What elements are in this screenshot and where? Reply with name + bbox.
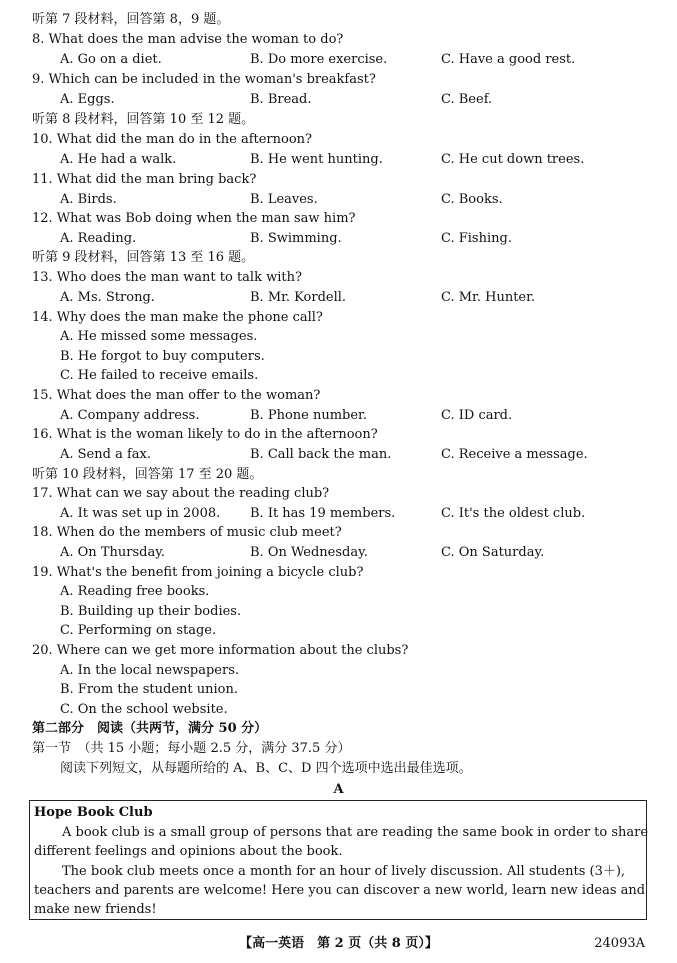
- option-b[interactable]: B. On Wednesday.: [250, 545, 368, 560]
- section-heading: 听第 8 段材料，回答第 10 至 12 题。: [32, 112, 255, 127]
- option-c[interactable]: C. Have a good rest.: [441, 52, 576, 67]
- option-b[interactable]: B. He went hunting.: [250, 152, 383, 167]
- instruction: 阅读下列短文，从每题所给的 A、B、C、D 四个选项中选出最佳选项。: [60, 761, 472, 776]
- option-row: [0, 445, 677, 465]
- option-a[interactable]: A. He missed some messages.: [60, 329, 258, 344]
- passage-box: [29, 800, 647, 920]
- question-stem: 18. When do the members of music club meet?: [32, 525, 342, 540]
- option-b[interactable]: B. Do more exercise.: [250, 52, 388, 67]
- option-a[interactable]: A. Reading free books.: [60, 584, 210, 599]
- passage-title: Hope Book Club: [34, 805, 153, 820]
- question-stem: 20. Where can we get more information about the clubs?: [32, 643, 409, 658]
- question-stem: 11. What did the man bring back?: [32, 172, 257, 187]
- option-c[interactable]: C. It's the oldest club.: [441, 506, 586, 521]
- page-footer: [0, 934, 677, 954]
- question-stem: 10. What did the man do in the afternoon?: [32, 132, 313, 147]
- option-b[interactable]: B. It has 19 members.: [250, 506, 396, 521]
- question-stem: 8. What does the man advise the woman to do?: [32, 32, 344, 47]
- option-row: [0, 190, 677, 210]
- option-a[interactable]: A. Send a fax.: [60, 447, 151, 462]
- passage-letter: A: [333, 782, 344, 797]
- option-b[interactable]: B. Call back the man.: [250, 447, 392, 462]
- option-a[interactable]: A. Ms. Strong.: [60, 290, 155, 305]
- option-row: [0, 504, 677, 524]
- section-heading: 听第 9 段材料，回答第 13 至 16 题。: [32, 250, 255, 265]
- part-title: 第二部分 阅读（共两节，满分 50 分）: [32, 721, 268, 736]
- option-c[interactable]: C. Beef.: [441, 92, 493, 107]
- option-a[interactable]: A. It was set up in 2008.: [60, 506, 221, 521]
- question-stem: 13. Who does the man want to talk with?: [32, 270, 302, 285]
- option-a[interactable]: A. Reading.: [60, 231, 137, 246]
- option-b[interactable]: B. Leaves.: [250, 192, 318, 207]
- option-b[interactable]: B. Swimming.: [250, 231, 342, 246]
- option-a[interactable]: A. In the local newspapers.: [60, 663, 239, 678]
- option-c[interactable]: C. On Saturday.: [441, 545, 545, 560]
- question-stem: 19. What's the benefit from joining a bicycle club?: [32, 565, 364, 580]
- passage-line: The book club meets once a month for an hour of lively discussion. All students (3＋),: [62, 864, 626, 879]
- section-heading: 听第 10 段材料，回答第 17 至 20 题。: [32, 467, 263, 482]
- option-a[interactable]: A. On Thursday.: [60, 545, 165, 560]
- option-row: [0, 543, 677, 563]
- question-stem: 15. What does the man offer to the woman?: [32, 388, 321, 403]
- option-c[interactable]: C. Performing on stage.: [60, 623, 217, 638]
- option-b[interactable]: B. From the student union.: [60, 682, 239, 697]
- exam-code: 24093A: [594, 936, 645, 951]
- option-c[interactable]: C. Receive a message.: [441, 447, 588, 462]
- option-c[interactable]: C. On the school website.: [60, 702, 228, 717]
- option-a[interactable]: A. Birds.: [60, 192, 117, 207]
- option-a[interactable]: A. Company address.: [60, 408, 200, 423]
- option-c[interactable]: C. Mr. Hunter.: [441, 290, 536, 305]
- option-row: [0, 90, 677, 110]
- question-stem: 16. What is the woman likely to do in the afternoon?: [32, 427, 378, 442]
- option-c[interactable]: C. He failed to receive emails.: [60, 368, 259, 383]
- question-stem: 9. Which can be included in the woman's breakfast?: [32, 72, 376, 87]
- option-b[interactable]: B. Mr. Kordell.: [250, 290, 347, 305]
- option-row: [0, 406, 677, 426]
- option-b[interactable]: B. Phone number.: [250, 408, 367, 423]
- option-row: [0, 150, 677, 170]
- option-b[interactable]: B. He forgot to buy computers.: [60, 349, 265, 364]
- question-stem: 12. What was Bob doing when the man saw him?: [32, 211, 356, 226]
- passage-line: different feelings and opinions about the book.: [34, 844, 343, 859]
- option-a[interactable]: A. Go on a diet.: [60, 52, 162, 67]
- option-c[interactable]: C. ID card.: [441, 408, 513, 423]
- section-heading: 听第 7 段材料，回答第 8，9 题。: [32, 12, 230, 27]
- option-c[interactable]: C. Fishing.: [441, 231, 512, 246]
- passage-line: make new friends!: [34, 902, 157, 917]
- option-c[interactable]: C. Books.: [441, 192, 503, 207]
- option-row: [0, 288, 677, 308]
- option-b[interactable]: B. Building up their bodies.: [60, 604, 242, 619]
- option-a[interactable]: A. Eggs.: [60, 92, 115, 107]
- option-a[interactable]: A. He had a walk.: [60, 152, 177, 167]
- option-row: [0, 50, 677, 70]
- page-label: 【高一英语 第 2 页（共 8 页）】: [239, 936, 438, 951]
- passage-line: teachers and parents are welcome! Here you can discover a new world, learn new ideas and: [34, 883, 646, 898]
- option-row: [0, 229, 677, 249]
- question-stem: 17. What can we say about the reading club?: [32, 486, 330, 501]
- option-b[interactable]: B. Bread.: [250, 92, 312, 107]
- question-stem: 14. Why does the man make the phone call?: [32, 310, 323, 325]
- section-subtitle: 第一节 （共 15 小题；每小题 2.5 分，满分 37.5 分）: [32, 741, 351, 756]
- passage-line: A book club is a small group of persons that are reading the same book in order to share: [62, 825, 649, 840]
- option-c[interactable]: C. He cut down trees.: [441, 152, 585, 167]
